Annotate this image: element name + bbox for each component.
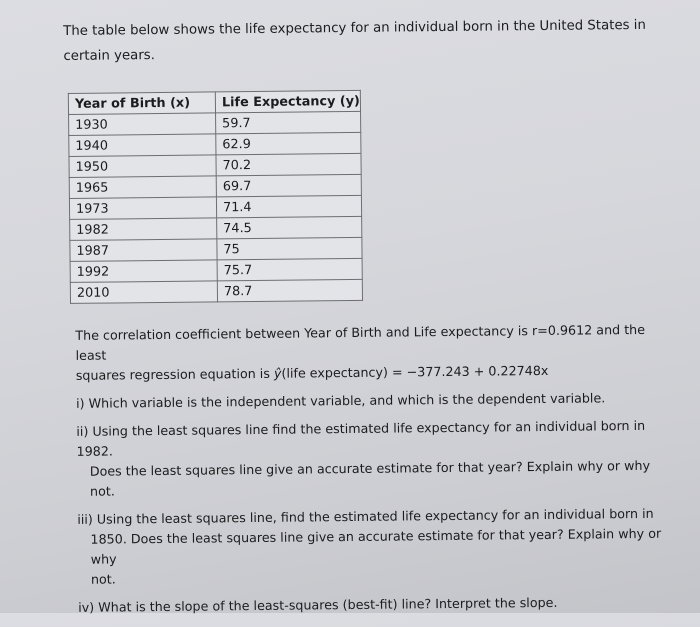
question-4 xyxy=(78,592,678,618)
question-3-line-2: 1850. Does the least squares line give an accurate estimate for that year? Explain why or why xyxy=(90,525,662,567)
year-cell: 1982 xyxy=(70,218,217,241)
life-expectancy-cell: 69.7 xyxy=(216,174,361,197)
table-row xyxy=(70,237,362,261)
question-2 xyxy=(76,416,677,502)
life-expectancy-cell: 71.4 xyxy=(216,195,361,218)
question-2-line-1: ii) Using the least squares line find the estimated life expectancy for an individual born in 1982. xyxy=(76,417,646,459)
table-row xyxy=(69,153,361,177)
question-1 xyxy=(76,388,676,414)
intro-text: The table below shows the life expectancy for an individual born in the United States in certain years. xyxy=(63,17,646,64)
life-expectancy-cell: 59.7 xyxy=(216,111,361,134)
header-year-of-birth: Year of Birth (x) xyxy=(68,92,215,115)
y-hat-symbol: ŷ xyxy=(273,365,282,381)
regression-statement xyxy=(75,320,676,386)
question-3-line-3: not. xyxy=(90,571,116,587)
question-2-line-2: Does the least squares line give an accurate estimate for that year? Explain why or why not. xyxy=(89,457,651,499)
table-row xyxy=(70,279,362,303)
table-row xyxy=(69,132,361,156)
question-3-line-1: iii) Using the least squares line, find the estimated life expectancy for an individual born in xyxy=(77,505,654,527)
life-expectancy-cell: 62.9 xyxy=(216,132,361,155)
life-expectancy-cell: 75 xyxy=(217,237,362,260)
life-expectancy-cell: 75.7 xyxy=(217,258,362,281)
year-cell: 1940 xyxy=(69,134,216,157)
question-4-line-1: iv) What is the slope of the least-squares (best-fit) line? Interpret the slope. xyxy=(78,594,558,615)
year-cell: 1950 xyxy=(69,155,216,178)
table-row xyxy=(70,258,362,282)
table-row xyxy=(69,174,361,198)
question-3 xyxy=(77,504,678,590)
year-cell: 2010 xyxy=(70,281,217,304)
year-cell: 1992 xyxy=(70,260,217,283)
regression-line-2-prefix: squares regression equation is xyxy=(75,365,275,383)
year-cell: 1965 xyxy=(69,176,216,199)
header-life-expectancy: Life Expectancy (y) xyxy=(215,90,360,113)
table-row xyxy=(69,195,361,219)
year-cell: 1973 xyxy=(69,197,216,220)
question-1-line-1: i) Which variable is the independent variable, and which is the dependent variable. xyxy=(75,390,606,411)
life-expectancy-table xyxy=(68,90,363,304)
year-cell: 1987 xyxy=(70,239,217,262)
table-row xyxy=(69,111,361,135)
question-section xyxy=(75,320,678,626)
regression-line-1: The correlation coefficient between Year of Birth and Life expectancy is r=0.9612 and the least xyxy=(75,321,646,363)
year-cell: 1930 xyxy=(69,113,216,136)
life-expectancy-cell: 78.7 xyxy=(217,279,362,302)
life-expectancy-cell: 70.2 xyxy=(216,153,361,176)
table-row xyxy=(70,216,362,240)
life-expectancy-cell: 74.5 xyxy=(217,216,362,239)
regression-line-2-suffix: (life expectancy) = −377.243 + 0.22748x xyxy=(281,362,549,381)
